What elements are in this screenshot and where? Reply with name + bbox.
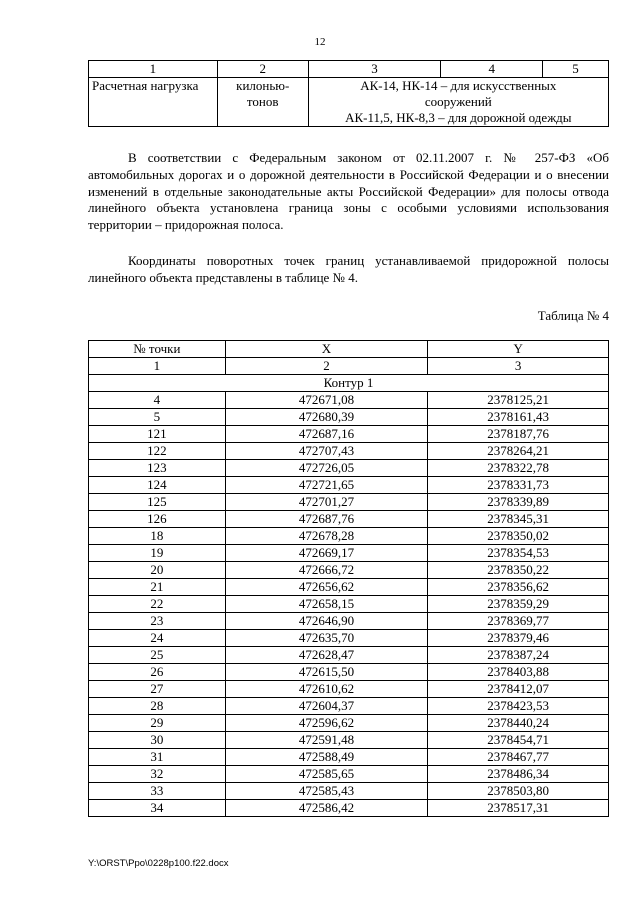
table-row [89, 511, 609, 528]
point-number-cell: 26 [89, 664, 226, 681]
table-row [89, 460, 609, 477]
table-row [89, 579, 609, 596]
x-coordinate-cell: 472646,90 [225, 613, 428, 630]
x-coordinate-cell: 472678,28 [225, 528, 428, 545]
coord-table-body [89, 392, 609, 817]
y-coordinate-cell: 2378350,02 [428, 528, 609, 545]
point-number-cell: 31 [89, 749, 226, 766]
table-row [89, 545, 609, 562]
x-coordinate-cell: 472604,37 [225, 698, 428, 715]
y-coordinate-cell: 2378379,46 [428, 630, 609, 647]
y-coordinate-cell: 2378345,31 [428, 511, 609, 528]
table-row [89, 749, 609, 766]
x-coordinate-cell: 472588,49 [225, 749, 428, 766]
load-table-header-row [89, 61, 609, 78]
table-row [89, 715, 609, 732]
point-number-cell: 24 [89, 630, 226, 647]
value-line: сооружений [424, 94, 492, 109]
x-coordinate-cell: 472687,16 [225, 426, 428, 443]
y-coordinate-cell: 2378356,62 [428, 579, 609, 596]
coord-header-y: Y [428, 341, 609, 358]
coordinates-table [88, 340, 609, 817]
x-coordinate-cell: 472721,65 [225, 477, 428, 494]
x-coordinate-cell: 472707,43 [225, 443, 428, 460]
y-coordinate-cell: 2378412,07 [428, 681, 609, 698]
x-coordinate-cell: 472687,76 [225, 511, 428, 528]
x-coordinate-cell: 472701,27 [225, 494, 428, 511]
x-coordinate-cell: 472635,70 [225, 630, 428, 647]
coord-header-point: № точки [89, 341, 226, 358]
load-table-header-cell: 1 [89, 61, 218, 78]
table-caption: Таблица № 4 [537, 308, 609, 323]
unit-line: тонов [246, 94, 279, 109]
coord-header-x: X [225, 341, 428, 358]
point-number-cell: 123 [89, 460, 226, 477]
point-number-cell: 121 [89, 426, 226, 443]
point-number-cell: 25 [89, 647, 226, 664]
x-coordinate-cell: 472680,39 [225, 409, 428, 426]
y-coordinate-cell: 2378125,21 [428, 392, 609, 409]
page-number: 12 [314, 36, 326, 48]
table-row [89, 562, 609, 579]
table-row [89, 698, 609, 715]
point-number-cell: 122 [89, 443, 226, 460]
y-coordinate-cell: 2378454,71 [428, 732, 609, 749]
y-coordinate-cell: 2378264,21 [428, 443, 609, 460]
x-coordinate-cell: 472658,15 [225, 596, 428, 613]
y-coordinate-cell: 2378503,80 [428, 783, 609, 800]
x-coordinate-cell: 472671,08 [225, 392, 428, 409]
point-number-cell: 5 [89, 409, 226, 426]
table-row [89, 392, 609, 409]
x-coordinate-cell: 472656,62 [225, 579, 428, 596]
x-coordinate-cell: 472585,65 [225, 766, 428, 783]
value-line: АК-14, НК-14 – для искусственных [360, 78, 557, 93]
footer-file-path: Y:\ORST\Ppo\0228p100.f22.docx [88, 858, 229, 869]
coord-column-number-row [89, 358, 609, 375]
y-coordinate-cell: 2378331,73 [428, 477, 609, 494]
y-coordinate-cell: 2378387,24 [428, 647, 609, 664]
load-table-header-cell: 5 [543, 61, 609, 78]
point-number-cell: 33 [89, 783, 226, 800]
y-coordinate-cell: 2378486,34 [428, 766, 609, 783]
load-table [88, 60, 609, 127]
x-coordinate-cell: 472615,50 [225, 664, 428, 681]
table-row [89, 766, 609, 783]
contour-row [89, 375, 609, 392]
point-number-cell: 4 [89, 392, 226, 409]
x-coordinate-cell: 472585,43 [225, 783, 428, 800]
paragraph-coordinates: Координаты поворотных точек границ устанавливаемой придорожной полосы линейного объекта представлены в таблице № 4. [88, 253, 609, 285]
point-number-cell: 19 [89, 545, 226, 562]
x-coordinate-cell: 472610,62 [225, 681, 428, 698]
y-coordinate-cell: 2378423,53 [428, 698, 609, 715]
y-coordinate-cell: 2378359,29 [428, 596, 609, 613]
table-row [89, 783, 609, 800]
point-number-cell: 21 [89, 579, 226, 596]
point-number-cell: 28 [89, 698, 226, 715]
coord-column-number: 2 [225, 358, 428, 375]
point-number-cell: 125 [89, 494, 226, 511]
y-coordinate-cell: 2378339,89 [428, 494, 609, 511]
load-table-header-cell: 4 [441, 61, 543, 78]
coord-column-number: 1 [89, 358, 226, 375]
table-row [89, 477, 609, 494]
x-coordinate-cell: 472726,05 [225, 460, 428, 477]
contour-label: Контур 1 [89, 375, 609, 392]
x-coordinate-cell: 472591,48 [225, 732, 428, 749]
table-row [89, 613, 609, 630]
x-coordinate-cell: 472666,72 [225, 562, 428, 579]
table-row [89, 647, 609, 664]
point-number-cell: 126 [89, 511, 226, 528]
point-number-cell: 29 [89, 715, 226, 732]
y-coordinate-cell: 2378187,76 [428, 426, 609, 443]
y-coordinate-cell: 2378161,43 [428, 409, 609, 426]
point-number-cell: 32 [89, 766, 226, 783]
table-row [89, 800, 609, 817]
coord-header-row [89, 341, 609, 358]
load-table-header-cell: 2 [217, 61, 308, 78]
point-number-cell: 124 [89, 477, 226, 494]
table-row [89, 426, 609, 443]
table-row [89, 409, 609, 426]
y-coordinate-cell: 2378350,22 [428, 562, 609, 579]
load-table-header-cell: 3 [308, 61, 441, 78]
point-number-cell: 27 [89, 681, 226, 698]
point-number-cell: 34 [89, 800, 226, 817]
x-coordinate-cell: 472669,17 [225, 545, 428, 562]
table-row [89, 681, 609, 698]
table-row [89, 664, 609, 681]
point-number-cell: 23 [89, 613, 226, 630]
point-number-cell: 20 [89, 562, 226, 579]
y-coordinate-cell: 2378517,31 [428, 800, 609, 817]
load-name-cell: Расчетная нагрузка [89, 78, 218, 127]
y-coordinate-cell: 2378369,77 [428, 613, 609, 630]
point-number-cell: 30 [89, 732, 226, 749]
table-row [89, 732, 609, 749]
unit-line: килонью- [236, 78, 290, 93]
y-coordinate-cell: 2378354,53 [428, 545, 609, 562]
y-coordinate-cell: 2378467,77 [428, 749, 609, 766]
point-number-cell: 18 [89, 528, 226, 545]
value-line: АК-11,5, НК-8,3 – для дорожной одежды [345, 110, 572, 125]
table-row [89, 596, 609, 613]
table-row [89, 494, 609, 511]
paragraph-law: В соответствии с Федеральным законом от 02.11.2007 г. № 257-ФЗ «Об автомобильных дорогах и о дорожной деятельности в Российской Федерации и о внесении изменений в отдельные законодательные акты Российской Федерации» для полосы отвода линейного объекта установлена граница зоны с особыми условиями использования территории – придорожная полоса. [88, 150, 609, 233]
table-row [89, 528, 609, 545]
load-table-row [89, 78, 609, 127]
x-coordinate-cell: 472586,42 [225, 800, 428, 817]
point-number-cell: 22 [89, 596, 226, 613]
load-value-cell [308, 78, 608, 127]
y-coordinate-cell: 2378440,24 [428, 715, 609, 732]
table-row [89, 630, 609, 647]
coord-column-number: 3 [428, 358, 609, 375]
y-coordinate-cell: 2378322,78 [428, 460, 609, 477]
y-coordinate-cell: 2378403,88 [428, 664, 609, 681]
x-coordinate-cell: 472628,47 [225, 647, 428, 664]
x-coordinate-cell: 472596,62 [225, 715, 428, 732]
table-row [89, 443, 609, 460]
load-unit-cell [217, 78, 308, 127]
